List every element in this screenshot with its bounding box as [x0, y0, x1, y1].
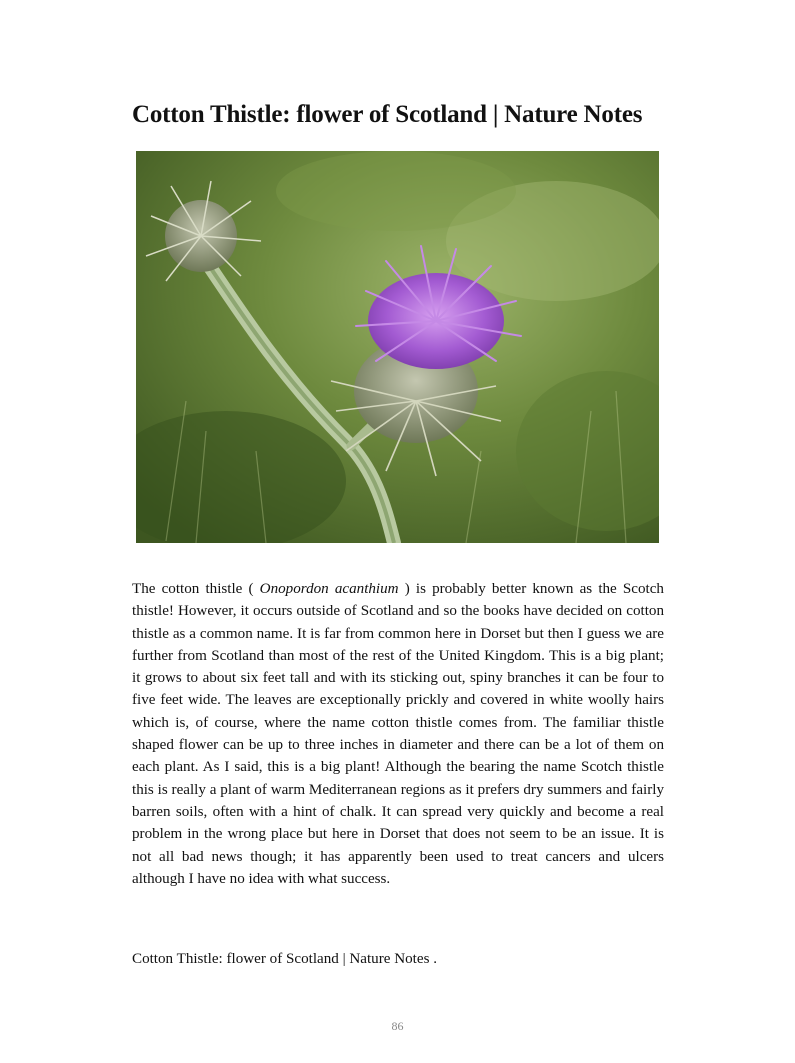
page-title: Cotton Thistle: flower of Scotland | Nature Notes — [132, 101, 643, 128]
paragraph-text: ) is probably better known as the Scotch thistle! However, it occurs outside of Scotland and so the books have decided on cotton thistle as a common name. It is far from common here in Dorset but then I guess we are further from Scotland than most of the rest of the United Kingdom. This is a big plant; it grows to about six feet tall and with its sticking out, spiny branches it can be four to five feet wide. The leaves are exceptionally prickly and covered in white woolly hairs which is, of course, where the name cotton thistle comes from. The familiar thistle shaped flower can be up to three inches in diameter and there can be a lot of them on each plant. As I said, this is a big plant! Although the bearing the name Scotch thistle this is really a plant of warm Mediterranean regions as it prefers dry summers and fairly barren soils, often with a hint of chalk. It can spread very quickly and become a real problem in the wrong place but here in Dorset that does not seem to be an issue. It is not all bad news though; it has apparently been used to treat cancers and ulcers although I have no idea with what success. — [132, 581, 664, 887]
source-link[interactable]: Cotton Thistle: flower of Scotland | Nature Notes . — [132, 951, 437, 967]
page-number: 86 — [391, 1019, 404, 1033]
article-paragraph — [132, 578, 664, 890]
species-name: Onopordon acanthium — [259, 581, 399, 597]
paragraph-intro: The cotton thistle ( — [132, 581, 260, 597]
thistle-photo — [136, 151, 659, 543]
